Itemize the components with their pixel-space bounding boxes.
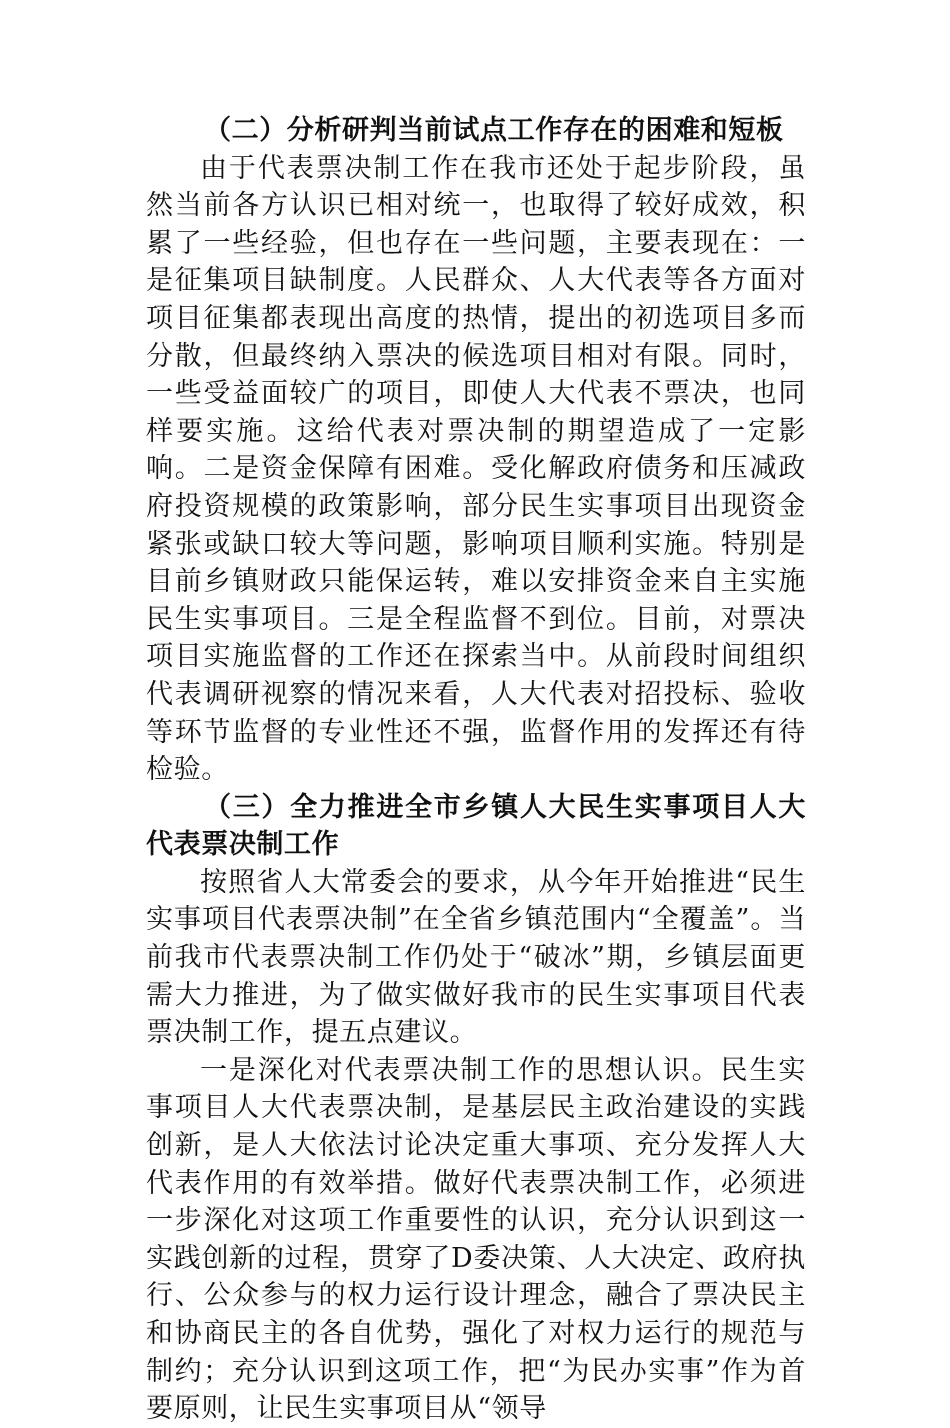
section-2-heading: （二）分析研判当前试点工作存在的困难和短板 xyxy=(204,115,784,146)
section-2-paragraph: 由于代表票决制工作在我市还处于起步阶段，虽然当前各方认识已相对统一，也取得了较好成效，积累了一些经验，但也存在一些问题，主要表现在：一是征集项目缺制度。人民群众、人大代表等各方面对项目征集都表现出高度的热情，提出的初选项目多而分散，但最终纳入票决的候选项目相对有限。同时，一些受益面较广的项目，即使人大代表不票决，也同样要实施。这给代表对票决制的期望造成了一定影响。二是资金保障有困难。受化解政府债务和压减政府投资规模的政策影响，部分民生实事项目出现资金紧张或缺口较大等问题，影响项目顺利实施。特别是目前乡镇财政只能保运转，难以安排资金来自主实施民生实事项目。三是全程监督不到位。目前，对票决项目实施监督的工作还在探索当中。从前段时间组织代表调研视察的情况来看，人大代表对招投标、验收等环节监督的专业性还不强，监督作用的发挥还有待检验。 xyxy=(146,152,806,786)
section-3-heading: （三）全力推进全市乡镇人大民生实事项目人大代表票决制工作 xyxy=(146,791,806,861)
section-3-point-1-paragraph: 一是深化对代表票决制工作的思想认识。民生实事项目人大代表票决制，是基层民主政治建设的实践创新，是人大依法讨论决定重大事项、充分发挥人大代表作用的有效举措。做好代表票决制工作，必须进一步深化对这项工作重要性的认识，充分认识到这一实践创新的过程，贯穿了D委决策、人大决定、政府执行、公众参与的权力运行设计理念，融合了票决民主和协商民主的各自优势，强化了对权力运行的规范与制约；充分认识到这项工作，把“为民办实事”作为首要原则，让民生实事项目从“领导 xyxy=(146,1054,806,1425)
document-body xyxy=(146,112,806,1428)
section-3-intro-paragraph: 按照省人大常委会的要求，从今年开始推进“民生实事项目代表票决制”在全省乡镇范围内“全覆盖”。当前我市代表票决制工作仍处于“破冰”期，乡镇层面更需大力推进，为了做实做好我市的民生实事项目代表票决制工作，提五点建议。 xyxy=(146,866,806,1049)
